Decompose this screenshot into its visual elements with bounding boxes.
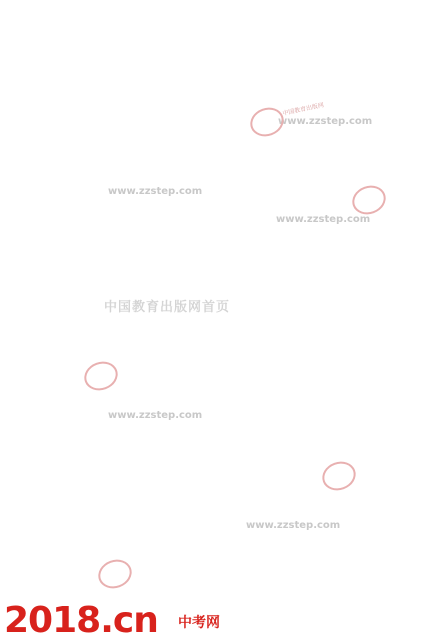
watermark-site: www.zzstep.com xyxy=(246,520,341,531)
watermark-logo-text: 中国教育出版网 xyxy=(281,101,325,118)
watermark-site: www.zzstep.com xyxy=(276,214,371,225)
site-logo: 2018.cn xyxy=(4,600,158,641)
watermark-logo xyxy=(80,357,122,395)
watermark-logo xyxy=(318,457,360,495)
watermark-site: www.zzstep.com xyxy=(278,116,373,127)
watermark-cn: 中国教育出版网首页 xyxy=(104,300,231,315)
site-name: 中考网 xyxy=(178,615,220,631)
watermark-site: www.zzstep.com xyxy=(108,410,203,421)
watermark-site: www.zzstep.com xyxy=(108,186,203,197)
watermark-logo xyxy=(94,555,136,593)
